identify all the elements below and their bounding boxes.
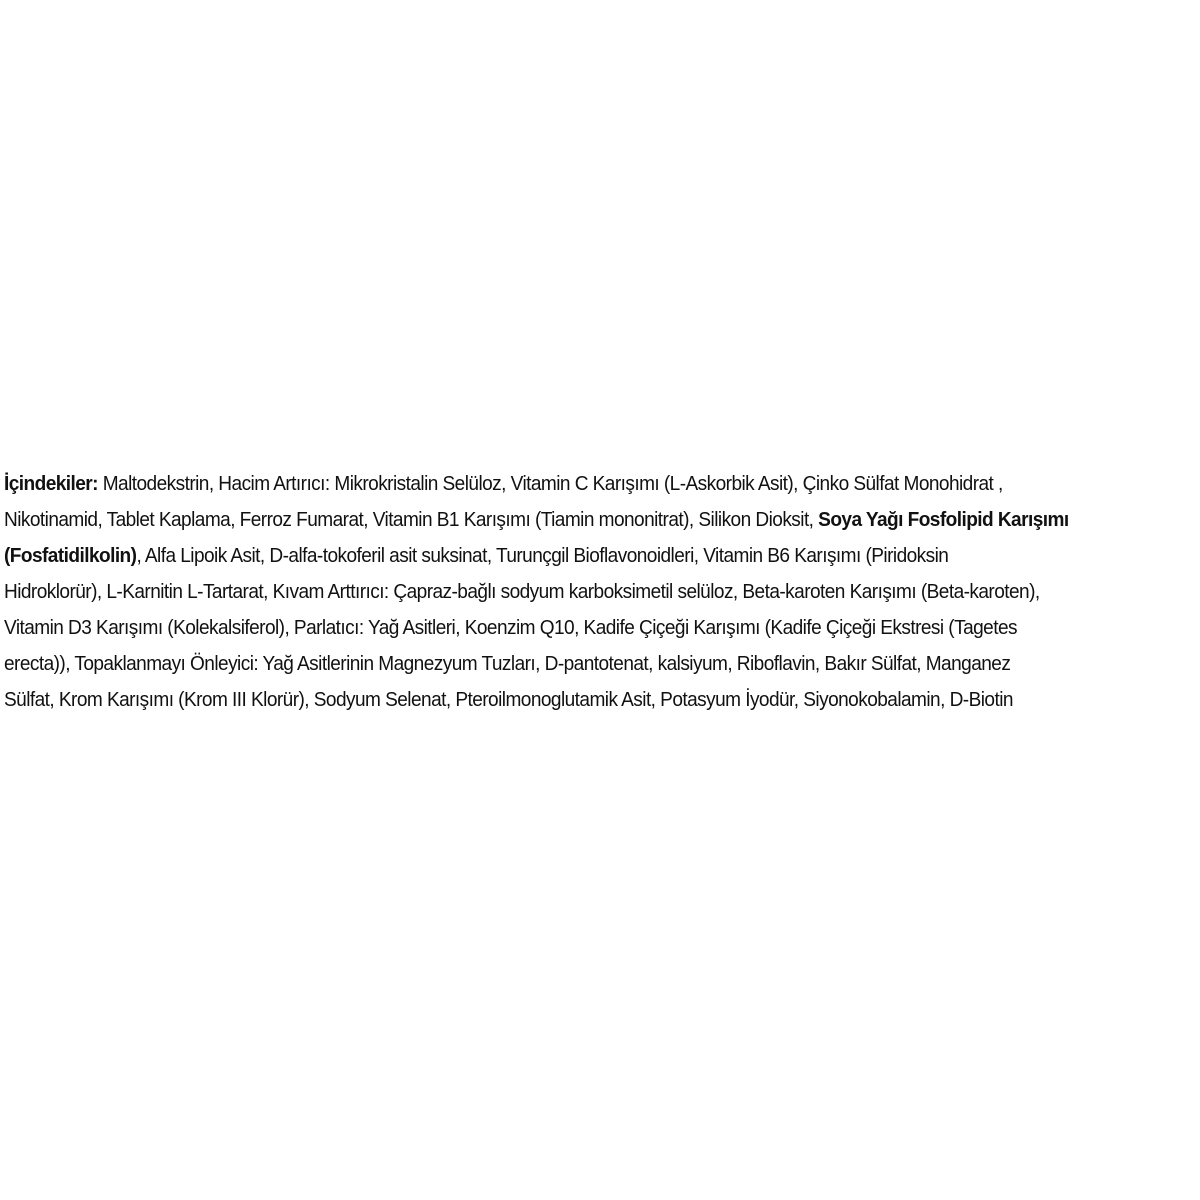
ingredients-bold-segment: Soya Yağı Fosfolipid Karışımı [818, 508, 1069, 531]
ingredients-line [4, 610, 1196, 646]
ingredients-segment: Sülfat, Krom Karışımı (Krom III Klorür), Sodyum Selenat, Pteroilmonoglutamik Asit, Potasyum İyodür, Siyonokobalamin, D-Biotin [4, 688, 1013, 711]
ingredients-text [4, 466, 1196, 718]
ingredients-segment: Vitamin D3 Karışımı (Kolekalsiferol), Parlatıcı: Yağ Asitleri, Koenzim Q10, Kadife Çiçeği Karışımı (Kadife Çiçeği Ekstresi (Tagetes [4, 616, 1017, 639]
ingredients-line [4, 502, 1196, 538]
ingredients-segment: Nikotinamid, Tablet Kaplama, Ferroz Fumarat, Vitamin B1 Karışımı (Tiamin mononitrat), Silikon Dioksit, [4, 508, 819, 531]
ingredients-heading: İçindekiler: [4, 472, 98, 495]
ingredients-line [4, 646, 1196, 682]
ingredients-line [4, 466, 1196, 502]
ingredients-line [4, 682, 1196, 718]
ingredients-segment: erecta)), Topaklanmayı Önleyici: Yağ Asitlerinin Magnezyum Tuzları, D-pantotenat, kalsiyum, Riboflavin, Bakır Sülfat, Manganez [4, 652, 1011, 675]
ingredients-segment: Hidroklorür), L-Karnitin L-Tartarat, Kıvam Arttırıcı: Çapraz-bağlı sodyum karboksimetil selüloz, Beta-karoten Karışımı (Beta-karoten), [4, 580, 1040, 603]
ingredients-line [4, 574, 1196, 610]
ingredients-segment: , Alfa Lipoik Asit, D-alfa-tokoferil asit suksinat, Turunçgil Bioflavonoidleri, Vitamin B6 Karışımı (Piridoksin [136, 544, 949, 567]
ingredients-segment: Maltodekstrin, Hacim Artırıcı: Mikrokristalin Selüloz, Vitamin C Karışımı (L-Askorbik Asit), Çinko Sülfat Monohidrat , [97, 472, 1003, 495]
ingredients-bold-segment: (Fosfatidilkolin) [4, 544, 137, 567]
ingredients-line [4, 538, 1196, 574]
